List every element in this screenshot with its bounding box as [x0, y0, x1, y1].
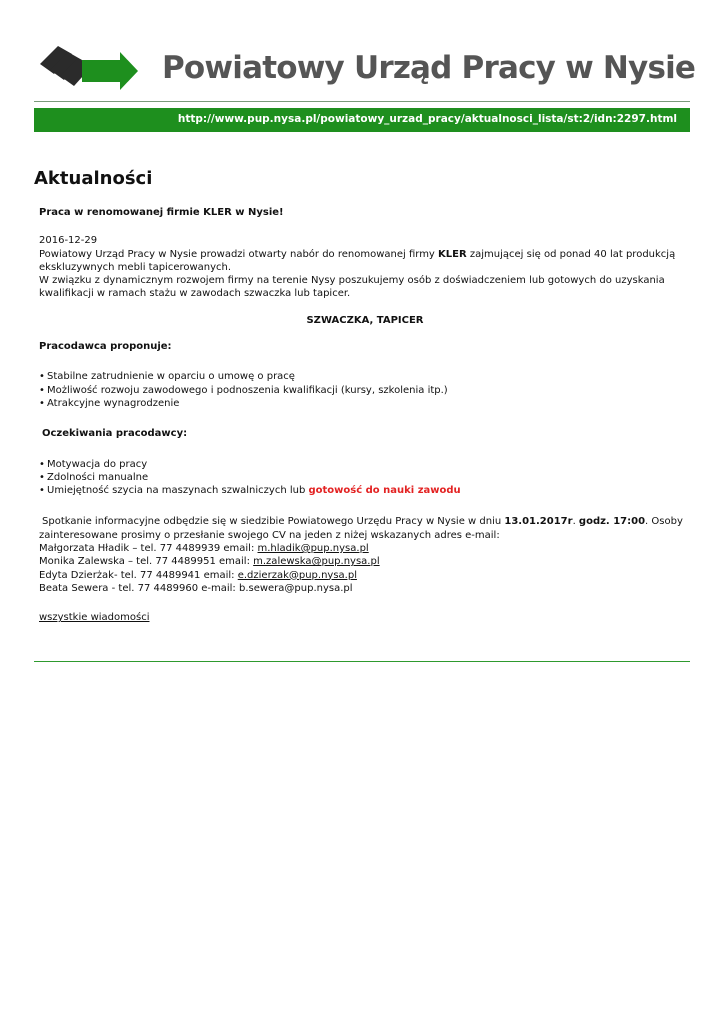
meeting-info — [39, 515, 691, 542]
page-title: Aktualności — [34, 168, 153, 189]
list-item: • Możliwość rozwoju zawodowego i podnoszenia kwalifikacji (kursy, szkolenia itp.) — [39, 384, 691, 397]
intro-text-end: zajmującej się od ponad 40 lat produkcją ekskluzywnych mebli tapicerowanych. — [39, 248, 676, 273]
article-headline: Praca w renomowanej firmie KLER w Nysie! — [39, 207, 284, 218]
list-item: • Zdolności manualne — [39, 471, 691, 484]
contact-line — [39, 542, 691, 555]
offer-heading: Pracodawca proponuje: — [39, 341, 172, 353]
site-title: Powiatowy Urząd Pracy w Nysie — [162, 50, 696, 86]
contact-line — [39, 555, 691, 568]
list-item: • Stabilne zatrudnienie w oparciu o umowę o pracę — [39, 370, 691, 383]
article-intro — [39, 248, 691, 275]
pup-logo — [38, 42, 138, 92]
intro-text: Powiatowy Urząd Pracy w Nysie prowadzi otwarty nabór do renomowanej firmy — [39, 248, 439, 260]
url-bar — [34, 108, 690, 132]
footer-divider — [34, 661, 690, 662]
contact-text: Edyta Dzierżak- tel. 77 4489941 email: — [39, 569, 238, 581]
offer-list — [39, 370, 691, 410]
meeting-date: 13.01.2017r — [504, 516, 573, 528]
meeting-sep: . — [572, 516, 579, 528]
contact-text: Małgorzata Hładik – tel. 77 4489939 email: — [39, 543, 258, 555]
email-link[interactable]: m.hladik@pup.nysa.pl — [257, 543, 369, 555]
meeting-text: Spotkanie informacyjne odbędzie się w siedzibie Powiatowego Urzędu Pracy w Nysie w dniu — [42, 516, 505, 528]
article-date: 2016-12-29 — [39, 235, 98, 247]
all-news-link[interactable]: wszystkie wiadomości — [39, 612, 150, 624]
expect-heading: Oczekiwania pracodawcy: — [42, 428, 188, 440]
highlighted-text: gotowość do nauki zawodu — [308, 485, 461, 497]
meeting-time: godz. 17:00 — [578, 516, 646, 528]
list-item: • Atrakcyjne wynagrodzenie — [39, 397, 691, 410]
contact-line — [39, 582, 691, 595]
email-link[interactable]: m.zalewska@pup.nysa.pl — [253, 556, 380, 568]
contact-text: Beata Sewera - tel. 77 4489960 e-mail: b.sewera@pup.nysa.pl — [39, 582, 353, 594]
article — [39, 206, 691, 625]
company-name: KLER — [438, 248, 467, 260]
page-url: http://www.pup.nysa.pl/powiatowy_urzad_pracy/aktualnosci_lista/st:2/idn:2297.html — [177, 113, 677, 125]
contact-line — [39, 569, 691, 582]
positions: SZWACZKA, TAPICER — [306, 314, 424, 326]
meeting-text-end: . Osoby zainteresowane prosimy o przesłanie swojego CV na jeden z niżej wskazanych adres e-mail: — [39, 516, 683, 541]
article-intro-2: W związku z dynamicznym rozwojem firmy na terenie Nysy poszukujemy osób z doświadczeniem lub gotowych do uzyskania kwalifikacji w ramach stażu w zawodach szwaczka lub tapicer. — [39, 275, 665, 300]
list-item-text: Umiejętność szycia na maszynach szwalniczych lub — [47, 485, 309, 497]
list-item: • Motywacja do pracy — [39, 458, 691, 471]
list-item — [39, 484, 691, 497]
email-link[interactable]: e.dzierzak@pup.nysa.pl — [237, 569, 357, 581]
all-news-paragraph — [39, 611, 691, 624]
expect-list — [39, 458, 691, 498]
contact-text: Monika Zalewska – tel. 77 4489951 email: — [39, 556, 254, 568]
header-divider — [34, 101, 690, 102]
